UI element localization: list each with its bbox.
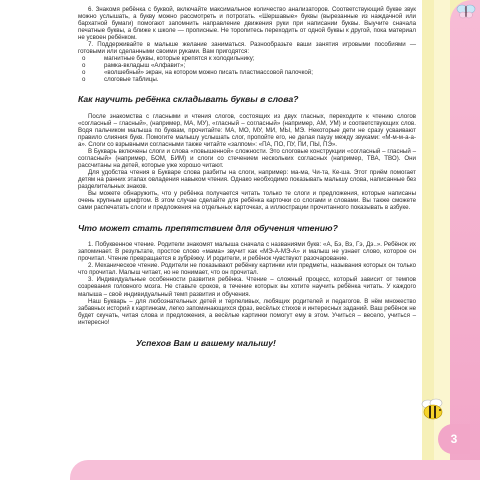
text-column	[78, 6, 416, 348]
closing-line: Успехов Вам и вашему малышу!	[136, 337, 276, 348]
bee-icon	[418, 398, 448, 422]
list-item: o рамка-вкладыш «Алфавит»;	[82, 62, 416, 69]
paragraph: 2. Механическое чтение. Родители не показывают ребёнку картинки или предметы, называния которых он только что прочитал. Малыш читает, но не понимает, что он прочитал.	[78, 262, 416, 277]
paragraph: 6. Знакомя ребёнка с буквой, включайте максимальное количество анализаторов. Соответствующий букве звук можно услышать, а букву можно рассмотреть и потрогать. «Шершавые» буквы (вырезанные из наждачной или бархатной бумаги) помогают запомнить направление движения руки при написании буквы. Выучите сначала печатные буквы, а ближе к школе — прописные. Не торопитесь переходить от одной буквы к другой, пока материал не усвоен ребёнком.	[78, 6, 416, 42]
list-item: o «волшебный» экран, на котором можно писать пластмассовой палочкой;	[82, 69, 416, 76]
list-item: o слоговые таблицы.	[82, 76, 416, 83]
section-heading: Как научить ребёнка складывать буквы в слова?	[78, 93, 299, 104]
paragraph: 1. Побуквенное чтение. Родители знакомят малыша сначала с названиями букв: «А, Бэ, Вэ, Гэ, Дэ..». Ребёнок их запоминает. В результате, простое слово «мама» звучит как «МЭ-А-МЭ-А» и малыш не узнает слово, которое он прочитал. Чтение превращается в зубрёжку. И родители, и ребёнок чувствуют разочарование.	[78, 241, 416, 263]
paragraph: 3. Индивидуальные особенности развития ребёнка. Чтение – сложный процесс, который зависит от темпов созревания головного мозга. Не ставьте сроков, в течение которых вы хотите научить ребёнка читать. У каждого малыша – своё индивидуальный темп развития и обучения.	[78, 276, 416, 298]
right-edge-pink-band	[450, 0, 480, 480]
paragraph: Для удобства чтения в Букваре слова разбиты на слоги, например: ма-ма, Чи-та, Ке-ша. Этот приём помогает детям на ранних этапах овладения навыком чтения. Однако необходимо показывать малышу слова, написанные без разделительных знаков.	[78, 168, 416, 190]
list-item: o магнитные буквы, которые крепятся к холодильнику;	[82, 55, 416, 62]
bottom-pink-band	[70, 460, 480, 480]
section-heading: Что может стать препятствием для обучения чтению?	[78, 223, 338, 234]
paragraph: После знакомства с гласными и чтения слогов, состоящих из двух гласных, переходите к чтению слогов «согласный – гласный», (например, МА, МУ), «гласный – согласный» (например, АМ, УМ) и соответствующих слов. Водя пальчиком малыша по буквам, прочитайте: МА, МО, МУ, МИ, МЫ, МЭ. Некоторые дети не сразу усваивают правило слияния букв. Помогите малышу услышать слог, пропойте его, не делая паузу между звуками: «М-м-м-а-а-а». Слоги со взрывными согласными также читайте «залпом»: «ПА, ПО, ПУ, ПИ, ПЫ, ПЭ».	[78, 112, 416, 148]
supplies-list	[78, 55, 416, 83]
butterfly-icon	[456, 2, 476, 20]
paragraph: Наш Букварь – для любознательных детей и терпеливых, любящих родителей и педагогов. В нём множество забавных историй к картинкам, легко запоминающихся фраз, весёлых стихов и интересных заданий. Ваш ребёнок не будет скучать, читая слова и предложения, а весёлые картинки помогут ему в этом. Учиться – весело, учиться – интересно!	[78, 297, 416, 326]
paragraph: Вы можете обнаружить, что у ребёнка получается читать только те слоги и предложения, которые написаны очень крупным шрифтом. В этом случае сделайте для ребёнка карточки со слогами и словами. Вы также сможете сами распечатать слоги и предложения на отдельных карточках, а иллюстрации прочитанного показывать в азбуке.	[78, 190, 416, 212]
paragraph: 7. Поддерживайте в малыше желание заниматься. Разнообразьте ваши занятия игровыми пособиями — готовыми или сделанными своими руками. Вам пригодятся:	[78, 41, 416, 56]
paragraph: В Букварь включены слоги и слова «повышенной» сложности. Это слоговые конструкции «согласный – гласный – согласный» (например, БОМ, БИМ) и слоги со стечением нескольких согласных (например, ТВА, ТВО). Они рассчитаны на детей, которые уже хорошо читают.	[78, 147, 416, 169]
page-number: 3	[438, 424, 470, 454]
